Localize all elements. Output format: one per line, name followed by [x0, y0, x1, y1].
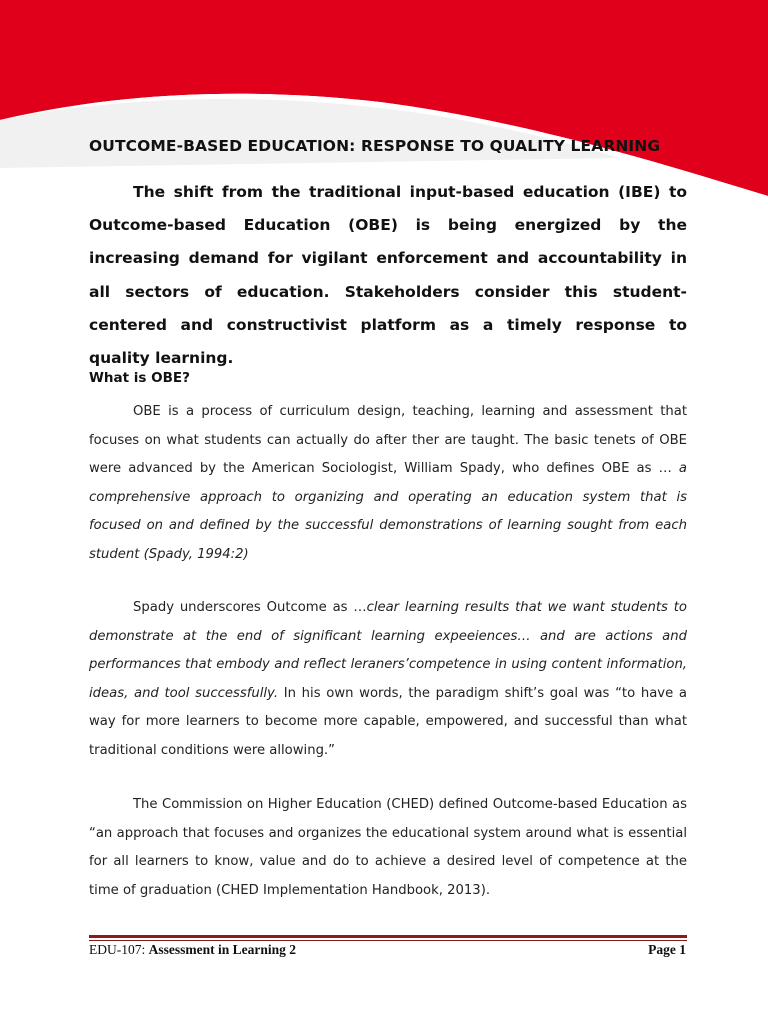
footer-course [89, 942, 296, 958]
spady-outcome-lead: Spady underscores Outcome as … [133, 600, 367, 615]
footer-divider-thin [89, 940, 687, 941]
spady-outcome-paragraph [89, 594, 687, 766]
spady-definition-quote: a comprehensive approach to organizing and operating an education system that is focused on and defined by the successful demonstrations of learning sought from each student (Spady, 1994:2) [89, 461, 687, 562]
spady-outcome-rest: In his own words, the paradigm shift’s goal was “to have a way for more learners to become more capable, empowered, and successful than what traditional conditions were allowing.” [89, 685, 687, 758]
footer-page-number: Page 1 [648, 942, 686, 957]
footer-course-code: EDU-107: [89, 942, 149, 957]
section-heading-what-is-obe: What is OBE? [89, 370, 190, 386]
footer-divider-thick [89, 935, 687, 938]
header-swoosh-decoration [0, 0, 768, 200]
intro-paragraph: The shift from the traditional input-based education (IBE) to Outcome-based Education (OBE) is being energized by the increasing demand for vigilant enforcement and accountability in all sectors of education. Stakeholders consider this student-centered and constructivist platform as a timely response to quality learning. [89, 183, 687, 368]
ched-definition-paragraph: The Commission on Higher Education (CHED) defined Outcome-based Education as “an approach that focuses and organizes the educational system around what is essential for all learners to know, value and do to achieve a desired level of competence at the time of graduation (CHED Implementation Handbook, 2013). [89, 797, 687, 898]
obe-definition-paragraph [89, 398, 687, 570]
spady-outcome-quote: clear learning results that we want students to demonstrate at the end of significant learning expeeiences… and are actions and performances that embody and reflect leraners’competence in using content information, ideas, and tool successfully. [89, 600, 687, 701]
obe-definition-text: OBE is a process of curriculum design, teaching, learning and assessment that focuses on what students can actually do after ther are taught. The basic tenets of OBE were advanced by the American Sociologist, William Spady, who defines OBE as … [89, 404, 687, 477]
footer-course-title: Assessment in Learning 2 [148, 942, 297, 957]
document-title: OUTCOME-BASED EDUCATION: RESPONSE TO QUALITY LEARNING [89, 137, 661, 155]
